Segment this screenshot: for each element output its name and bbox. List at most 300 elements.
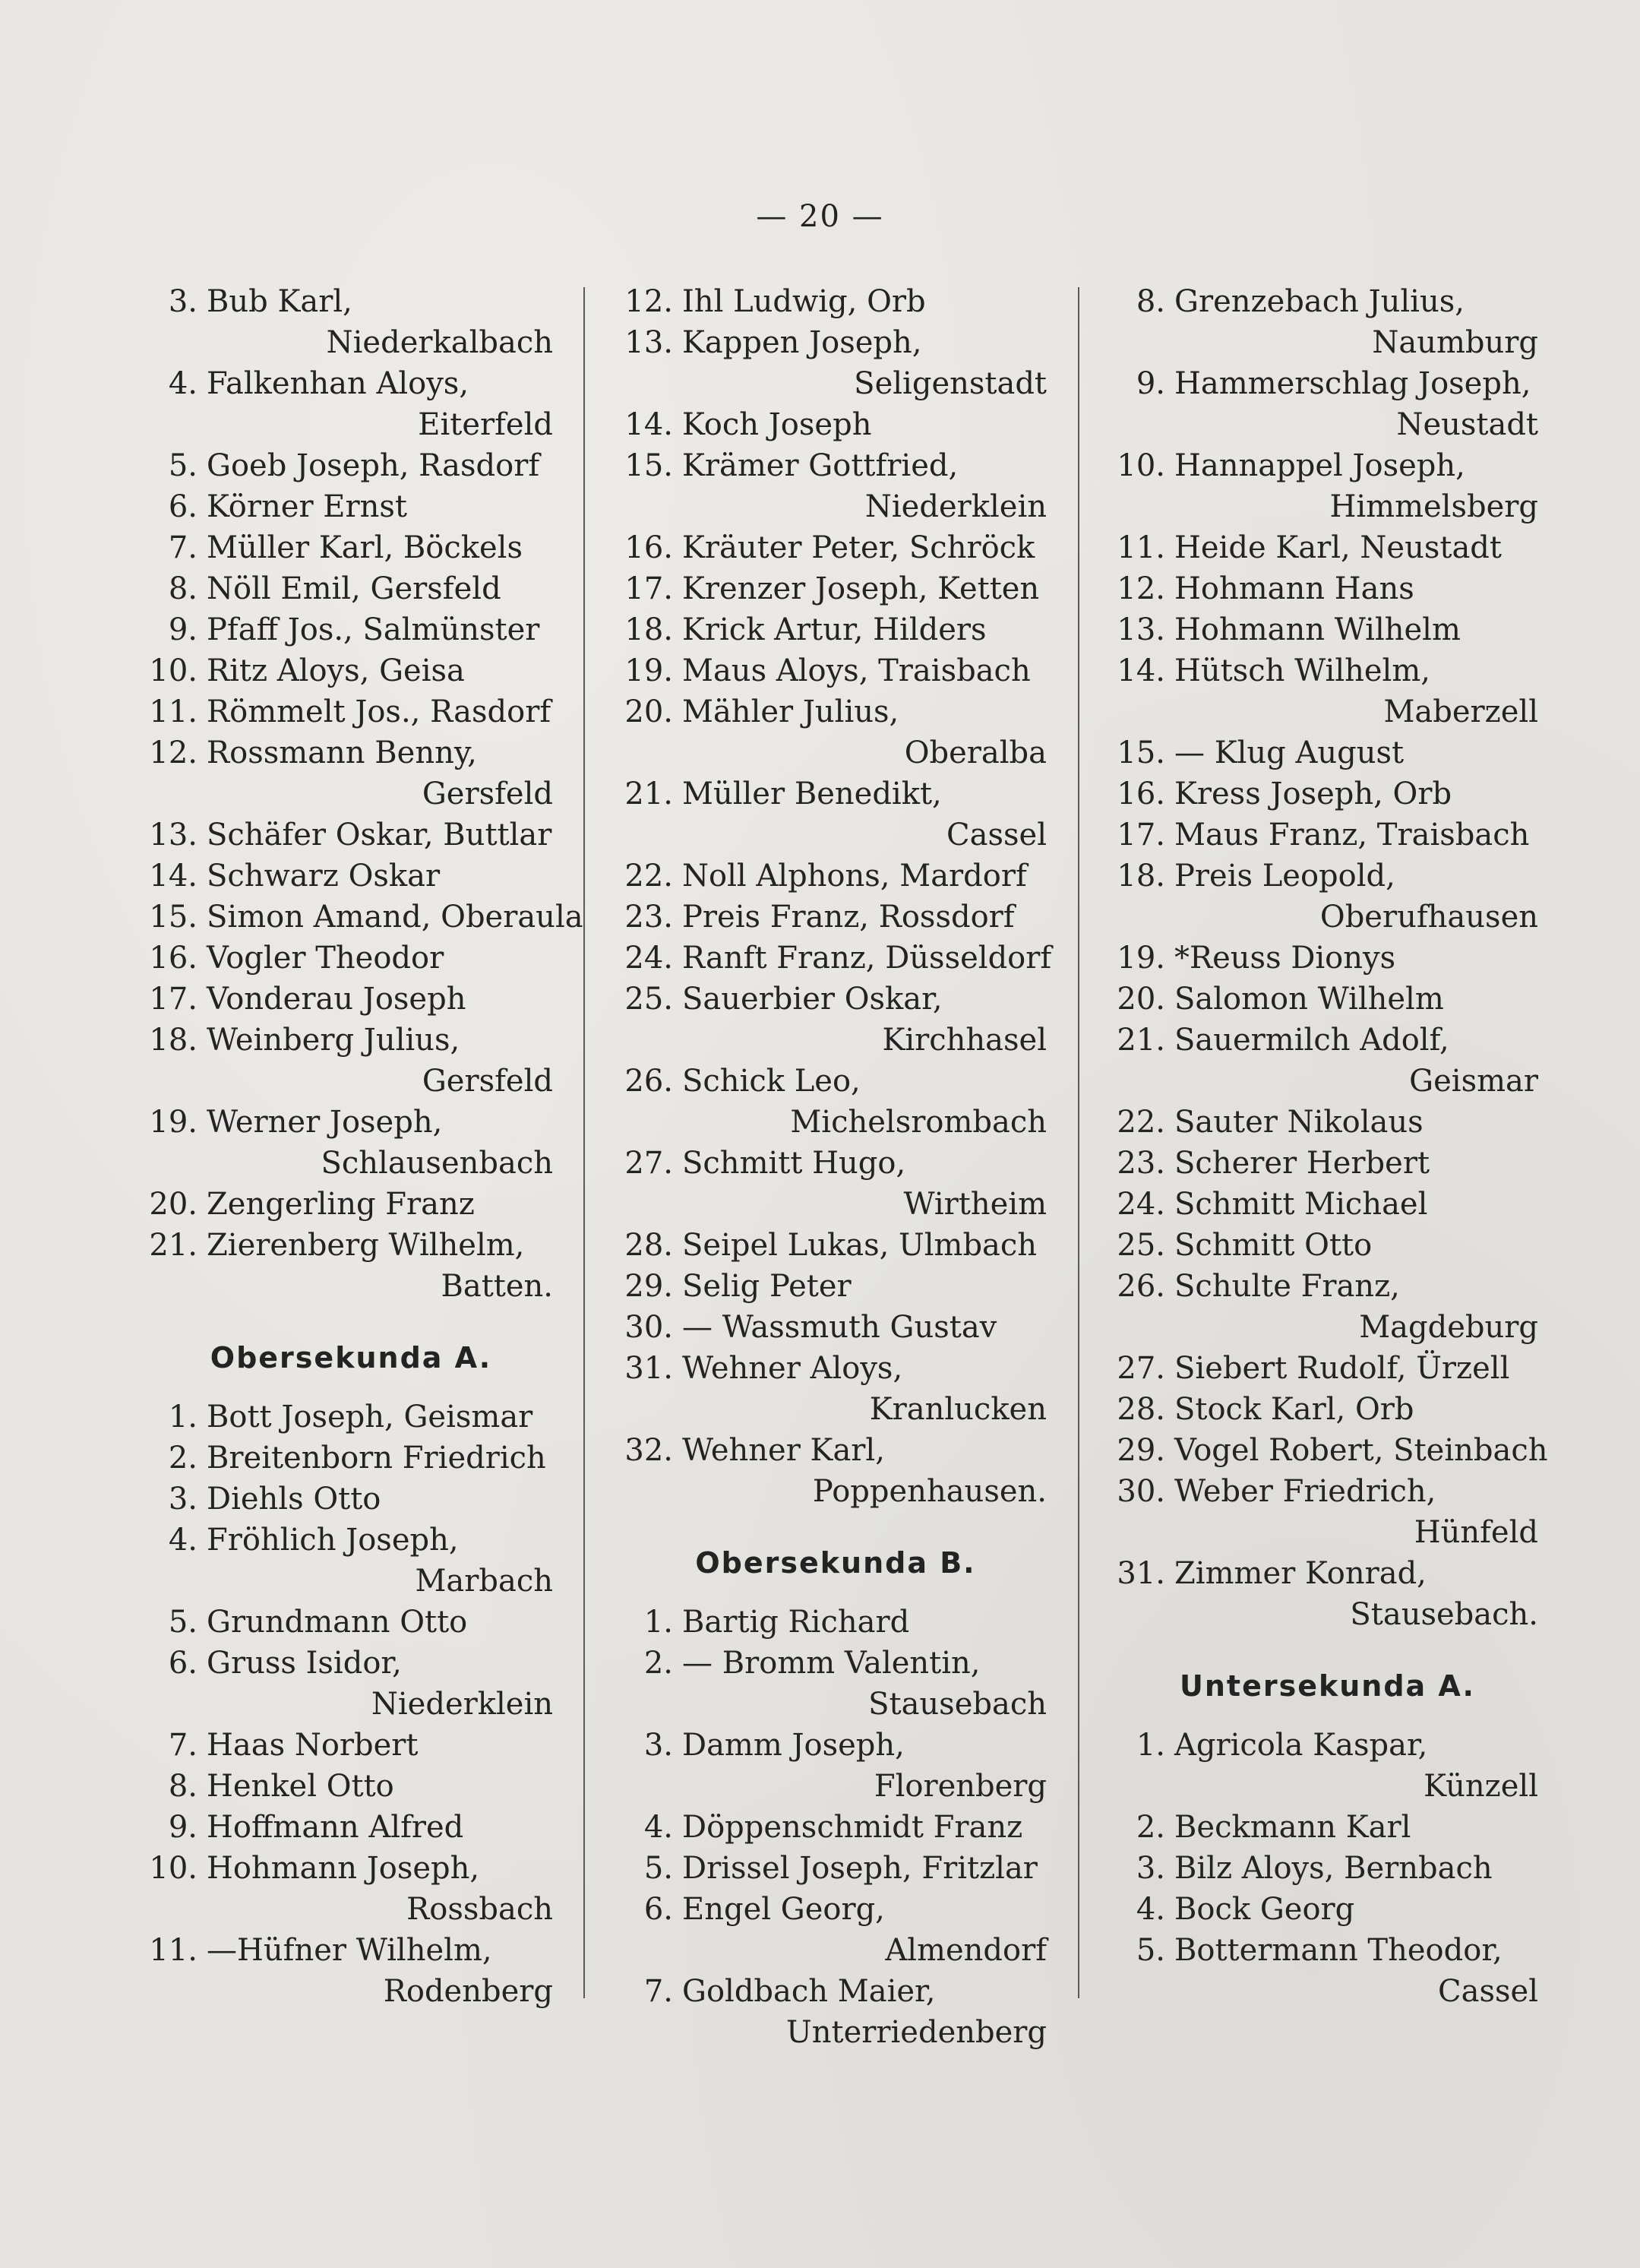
entry-number: 5. — [168, 448, 197, 483]
student-name: Hütsch Wilhelm, — [1174, 653, 1430, 688]
student-name: Haas Norbert — [207, 1728, 419, 1763]
list-item — [149, 486, 553, 527]
list-item — [149, 527, 553, 568]
student-place: Unterriedenberg — [786, 2015, 1047, 2050]
entry-number: 6. — [643, 1892, 673, 1927]
entry-number: 15. — [624, 448, 673, 483]
student-name: Gruss Isidor, — [207, 1646, 402, 1681]
entry-number: 23. — [624, 900, 673, 935]
student-name: Engel Georg, — [682, 1892, 885, 1927]
list-item — [624, 1266, 1047, 1307]
student-name: Schmitt Hugo, — [682, 1146, 906, 1181]
list-item — [149, 815, 553, 856]
entry-number: 4. — [1136, 1892, 1165, 1927]
column-divider-left — [583, 287, 585, 1998]
entry-number: 18. — [1117, 859, 1165, 894]
entry-number: 15. — [1117, 735, 1165, 770]
entry-number: 31. — [1117, 1556, 1165, 1591]
list-item — [624, 568, 1047, 609]
page-number: — 20 — — [756, 199, 884, 234]
list-item — [624, 1807, 1047, 1848]
entry-number: 19. — [624, 653, 673, 688]
student-name: Werner Joseph, — [207, 1105, 443, 1140]
entry-number: 8. — [1136, 284, 1165, 319]
list-item — [149, 650, 553, 691]
list-item — [624, 1143, 1047, 1225]
list-item — [1117, 1930, 1538, 2012]
list-item — [149, 1102, 553, 1184]
student-name: Hannappel Joseph, — [1174, 448, 1465, 483]
student-name: Vogel Robert, Steinbach — [1174, 1433, 1548, 1468]
entry-number: 19. — [1117, 941, 1165, 976]
column-left — [149, 281, 583, 2012]
list-item — [149, 1438, 553, 1479]
student-name: Goeb Joseph, Rasdorf — [207, 448, 540, 483]
student-name: Grenzebach Julius, — [1174, 284, 1465, 319]
entry-number: 17. — [624, 571, 673, 606]
student-name: Schick Leo, — [682, 1064, 861, 1099]
list-item — [1117, 363, 1538, 445]
student-name: Schäfer Oskar, Buttlar — [207, 818, 552, 852]
list-item — [149, 691, 553, 732]
list-item — [624, 1602, 1047, 1643]
list-item — [1117, 445, 1538, 527]
list-item — [1117, 1225, 1538, 1266]
list-item — [1117, 773, 1538, 815]
student-name: Preis Franz, Rossdorf — [682, 900, 1015, 935]
list-item — [1117, 1471, 1538, 1553]
student-name: Agricola Kaspar, — [1174, 1728, 1428, 1763]
list-item — [1117, 856, 1538, 938]
student-list — [1117, 1725, 1538, 2012]
entry-number: 3. — [168, 1482, 197, 1517]
student-name: Schmitt Otto — [1174, 1228, 1373, 1263]
entry-number: 6. — [168, 1646, 197, 1681]
student-name: Bottermann Theodor, — [1174, 1933, 1503, 1968]
entry-number: 7. — [643, 1974, 673, 2009]
column-divider-right — [1078, 287, 1079, 1998]
student-place: Florenberg — [874, 1769, 1047, 1804]
entry-number: 18. — [624, 612, 673, 647]
student-name: Ranft Franz, Düsseldorf — [682, 941, 1052, 976]
student-place: Oberalba — [904, 735, 1047, 770]
list-item — [1117, 815, 1538, 856]
entry-number: 4. — [643, 1810, 673, 1845]
student-name: Sauermilch Adolf, — [1174, 1023, 1449, 1058]
student-name: *Reuss Dionys — [1174, 941, 1396, 976]
student-place: Seligenstadt — [854, 366, 1047, 401]
entry-number: 3. — [168, 284, 197, 319]
entry-number: 1. — [168, 1400, 197, 1435]
student-name: —Hüfner Wilhelm, — [207, 1933, 492, 1968]
list-item — [149, 363, 553, 445]
entry-number: 11. — [1117, 530, 1165, 565]
list-item — [1117, 1143, 1538, 1184]
list-item — [624, 773, 1047, 856]
student-name: Ihl Ludwig, Orb — [682, 284, 926, 319]
entry-number: 5. — [643, 1851, 673, 1886]
entry-number: 23. — [1117, 1146, 1165, 1181]
list-item — [1117, 732, 1538, 773]
entry-number: 21. — [1117, 1023, 1165, 1058]
student-name: Goldbach Maier, — [682, 1974, 936, 2009]
list-item — [624, 979, 1047, 1061]
entry-number: 22. — [624, 859, 673, 894]
student-place: Michelsrombach — [790, 1105, 1047, 1140]
entry-number: 14. — [149, 859, 197, 894]
list-item — [624, 322, 1047, 404]
entry-number: 7. — [168, 1728, 197, 1763]
student-name: Siebert Rudolf, Ürzell — [1174, 1351, 1510, 1386]
student-name: — Bromm Valentin, — [682, 1646, 981, 1681]
student-name: Körner Ernst — [207, 489, 407, 524]
list-item — [624, 1348, 1047, 1430]
entry-number: 11. — [149, 694, 197, 729]
student-name: Krenzer Joseph, Ketten — [682, 571, 1040, 606]
list-item — [624, 1971, 1047, 2053]
entry-number: 18. — [149, 1023, 197, 1058]
entry-number: 1. — [643, 1605, 673, 1640]
student-place: Himmelsberg — [1329, 489, 1538, 524]
student-name: Heide Karl, Neustadt — [1174, 530, 1502, 565]
entry-number: 26. — [624, 1064, 673, 1099]
student-place: Magdeburg — [1359, 1310, 1538, 1345]
list-item — [149, 1397, 553, 1438]
student-name: Koch Joseph — [682, 407, 872, 442]
student-name: Schulte Franz, — [1174, 1269, 1400, 1304]
list-item — [149, 732, 553, 815]
student-list — [149, 281, 583, 1307]
student-place: Niederklein — [371, 1687, 553, 1722]
student-name: Drissel Joseph, Fritzlar — [682, 1851, 1038, 1886]
student-name: Salomon Wilhelm — [1174, 982, 1444, 1017]
student-name: Sauerbier Oskar, — [682, 982, 943, 1017]
entry-number: 8. — [168, 571, 197, 606]
student-name: Breitenborn Friedrich — [207, 1441, 546, 1476]
student-name: — Wassmuth Gustav — [682, 1310, 997, 1345]
student-list — [1117, 281, 1548, 1635]
student-name: Hoffmann Alfred — [207, 1810, 464, 1845]
student-name: Kress Joseph, Orb — [1174, 777, 1452, 811]
entry-number: 15. — [149, 900, 197, 935]
student-name: Bott Joseph, Geismar — [207, 1400, 533, 1435]
student-name: Ritz Aloys, Geisa — [207, 653, 465, 688]
entry-number: 20. — [149, 1187, 197, 1222]
student-place: Stausebach. — [1350, 1597, 1538, 1632]
entry-number: 21. — [624, 777, 673, 811]
entry-number: 1. — [1136, 1728, 1165, 1763]
list-item — [1117, 1389, 1538, 1430]
entry-number: 26. — [1117, 1269, 1165, 1304]
student-name: Müller Karl, Böckels — [207, 530, 523, 565]
student-name: Krämer Gottfried, — [682, 448, 959, 483]
student-place: Gersfeld — [422, 1064, 553, 1099]
list-item — [1117, 609, 1538, 650]
list-item — [149, 445, 553, 486]
student-name: Preis Leopold, — [1174, 859, 1395, 894]
entry-number: 10. — [1117, 448, 1165, 483]
entry-number: 30. — [624, 1310, 673, 1345]
list-item — [624, 856, 1047, 897]
list-item — [1117, 979, 1538, 1020]
student-place: Geismar — [1409, 1064, 1538, 1099]
list-item — [149, 1725, 553, 1766]
list-item — [149, 1020, 553, 1102]
student-name: Simon Amand, Oberaula — [207, 900, 583, 935]
student-place: Cassel — [1438, 1974, 1538, 2009]
student-name: Zengerling Franz — [207, 1187, 475, 1222]
student-name: Henkel Otto — [207, 1769, 394, 1804]
student-place: Schlausenbach — [321, 1146, 553, 1181]
student-place: Almendorf — [885, 1933, 1047, 1968]
student-place: Maberzell — [1383, 694, 1538, 729]
entry-number: 25. — [624, 982, 673, 1017]
list-item — [149, 1602, 553, 1643]
entry-number: 17. — [149, 982, 197, 1017]
entry-number: 17. — [1117, 818, 1165, 852]
student-list — [624, 1602, 1047, 2053]
list-item — [1117, 1807, 1538, 1848]
entry-number: 9. — [168, 612, 197, 647]
student-name: Vogler Theodor — [207, 941, 444, 976]
list-item — [149, 1184, 553, 1225]
entry-number: 5. — [1136, 1933, 1165, 1968]
entry-number: 13. — [624, 325, 673, 360]
entry-number: 24. — [624, 941, 673, 976]
entry-number: 7. — [168, 530, 197, 565]
student-name: Nöll Emil, Gersfeld — [207, 571, 501, 606]
student-name: Selig Peter — [682, 1269, 852, 1304]
student-name: Vonderau Joseph — [207, 982, 466, 1017]
student-place: Marbach — [415, 1564, 553, 1599]
entry-number: 4. — [168, 1523, 197, 1558]
entry-number: 12. — [624, 284, 673, 319]
list-item — [1117, 1184, 1538, 1225]
list-item — [624, 1848, 1047, 1889]
list-item — [624, 1889, 1047, 1971]
list-item — [1117, 1266, 1538, 1348]
student-name: Weber Friedrich, — [1174, 1474, 1436, 1509]
list-item — [624, 609, 1047, 650]
list-item — [149, 1930, 553, 2012]
entry-number: 22. — [1117, 1105, 1165, 1140]
student-name: Wehner Aloys, — [682, 1351, 903, 1386]
student-name: Noll Alphons, Mardorf — [682, 859, 1027, 894]
list-item — [624, 1307, 1047, 1348]
student-name: Döppenschmidt Franz — [682, 1810, 1023, 1845]
list-item — [149, 281, 553, 363]
entry-number: 12. — [149, 735, 197, 770]
entry-number: 29. — [1117, 1433, 1165, 1468]
list-item — [1117, 568, 1538, 609]
list-item — [149, 897, 583, 938]
entry-number: 16. — [1117, 777, 1165, 811]
student-name: Hohmann Hans — [1174, 571, 1414, 606]
entry-number: 2. — [643, 1646, 673, 1681]
student-name: Seipel Lukas, Ulmbach — [682, 1228, 1038, 1263]
student-place: Batten. — [441, 1269, 553, 1304]
list-item — [149, 1479, 553, 1520]
student-name: Wehner Karl, — [682, 1433, 885, 1468]
entry-number: 4. — [168, 366, 197, 401]
student-place: Kirchhasel — [882, 1023, 1047, 1058]
list-item — [1117, 281, 1538, 363]
student-name: Kräuter Peter, Schröck — [682, 530, 1035, 565]
student-list — [149, 1397, 553, 2012]
entry-number: 13. — [1117, 612, 1165, 647]
entry-number: 2. — [1136, 1810, 1165, 1845]
student-name: Maus Franz, Traisbach — [1174, 818, 1530, 852]
list-item — [1117, 1889, 1538, 1930]
list-item — [149, 1643, 553, 1725]
list-item — [1117, 938, 1538, 979]
student-place: Künzell — [1424, 1769, 1538, 1804]
entry-number: 5. — [168, 1605, 197, 1640]
entry-number: 29. — [624, 1269, 673, 1304]
entry-number: 28. — [1117, 1392, 1165, 1427]
entry-number: 3. — [1136, 1851, 1165, 1886]
student-name: Bock Georg — [1174, 1892, 1355, 1927]
entry-number: 16. — [149, 941, 197, 976]
list-item — [624, 281, 1047, 322]
entry-number: 21. — [149, 1228, 197, 1263]
student-place: Wirtheim — [903, 1187, 1047, 1222]
entry-number: 8. — [168, 1769, 197, 1804]
list-item — [149, 979, 553, 1020]
list-item — [1117, 527, 1538, 568]
entry-number: 9. — [168, 1810, 197, 1845]
entry-number: 6. — [168, 489, 197, 524]
entry-number: 10. — [149, 653, 197, 688]
entry-number: 20. — [1117, 982, 1165, 1017]
entry-number: 19. — [149, 1105, 197, 1140]
student-list — [624, 281, 1052, 1512]
student-name: Weinberg Julius, — [207, 1023, 460, 1058]
student-name: Zierenberg Wilhelm, — [207, 1228, 525, 1263]
student-name: Bub Karl, — [207, 284, 352, 319]
list-item — [1117, 650, 1538, 732]
student-name: Zimmer Konrad, — [1174, 1556, 1427, 1591]
student-place: Neustadt — [1396, 407, 1538, 442]
student-name: Schmitt Michael — [1174, 1187, 1428, 1222]
student-name: — Klug August — [1174, 735, 1405, 770]
column-middle — [624, 281, 1052, 2053]
list-item — [149, 1807, 553, 1848]
entry-number: 25. — [1117, 1228, 1165, 1263]
list-item — [624, 1430, 1047, 1512]
student-name: Bilz Aloys, Bernbach — [1174, 1851, 1493, 1886]
list-item — [624, 404, 1047, 445]
entry-number: 20. — [624, 694, 673, 729]
student-place: Cassel — [946, 818, 1047, 852]
list-item — [1117, 1725, 1538, 1807]
entry-number: 28. — [624, 1228, 673, 1263]
list-item — [1117, 1102, 1538, 1143]
column-right — [1117, 281, 1548, 2012]
entry-number: 30. — [1117, 1474, 1165, 1509]
student-name: Maus Aloys, Traisbach — [682, 653, 1031, 688]
entry-number: 13. — [149, 818, 197, 852]
entry-number: 9. — [1136, 366, 1165, 401]
entry-number: 24. — [1117, 1187, 1165, 1222]
student-name: Hohmann Joseph, — [207, 1851, 480, 1886]
student-name: Kappen Joseph, — [682, 325, 922, 360]
student-name: Fröhlich Joseph, — [207, 1523, 459, 1558]
list-item — [1117, 1020, 1538, 1102]
student-name: Schwarz Oskar — [207, 859, 441, 894]
student-name: Müller Benedikt, — [682, 777, 942, 811]
list-item — [624, 650, 1047, 691]
entry-number: 10. — [149, 1851, 197, 1886]
student-place: Hünfeld — [1414, 1515, 1538, 1550]
list-item — [1117, 1848, 1538, 1889]
list-item — [149, 1848, 553, 1930]
student-name: Bartig Richard — [682, 1605, 910, 1640]
student-name: Mähler Julius, — [682, 694, 899, 729]
list-item — [624, 527, 1047, 568]
entry-number: 16. — [624, 530, 673, 565]
entry-number: 12. — [1117, 571, 1165, 606]
list-item — [149, 609, 553, 650]
list-item — [624, 938, 1052, 979]
student-name: Hammerschlag Joseph, — [1174, 366, 1531, 401]
student-place: Oberufhausen — [1319, 900, 1538, 935]
list-item — [149, 568, 553, 609]
list-item — [1117, 1430, 1548, 1471]
student-name: Damm Joseph, — [682, 1728, 905, 1763]
list-item — [149, 856, 553, 897]
student-place: Rodenberg — [383, 1974, 553, 2009]
student-place: Poppenhausen. — [812, 1474, 1047, 1509]
list-item — [624, 445, 1047, 527]
student-name: Falkenhan Aloys, — [207, 366, 469, 401]
section-heading: Obersekunda B. — [695, 1546, 976, 1580]
student-place: Stausebach — [868, 1687, 1047, 1722]
student-place: Niederklein — [864, 489, 1047, 524]
student-name: Stock Karl, Orb — [1174, 1392, 1414, 1427]
section-heading: Untersekunda A. — [1180, 1669, 1475, 1703]
entry-number: 27. — [1117, 1351, 1165, 1386]
section-heading: Obersekunda A. — [210, 1341, 492, 1374]
list-item — [624, 1061, 1047, 1143]
list-item — [624, 1225, 1047, 1266]
student-name: Rossmann Benny, — [207, 735, 477, 770]
student-place: Kranlucken — [869, 1392, 1047, 1427]
entry-number: 14. — [624, 407, 673, 442]
student-name: Sauter Nikolaus — [1174, 1105, 1424, 1140]
list-item — [149, 1520, 553, 1602]
student-place: Niederkalbach — [326, 325, 553, 360]
entry-number: 32. — [624, 1433, 673, 1468]
list-item — [149, 938, 553, 979]
student-name: Grundmann Otto — [207, 1605, 468, 1640]
list-item — [624, 1643, 1047, 1725]
student-place: Eiterfeld — [418, 407, 553, 442]
entry-number: 31. — [624, 1351, 673, 1386]
student-place: Gersfeld — [422, 777, 553, 811]
list-item — [1117, 1553, 1538, 1635]
student-name: Beckmann Karl — [1174, 1810, 1411, 1845]
list-item — [624, 897, 1047, 938]
list-item — [1117, 1348, 1538, 1389]
student-name: Hohmann Wilhelm — [1174, 612, 1461, 647]
entry-number: 14. — [1117, 653, 1165, 688]
list-item — [624, 1725, 1047, 1807]
student-place: Rossbach — [406, 1892, 553, 1927]
entry-number: 3. — [643, 1728, 673, 1763]
entry-number: 27. — [624, 1146, 673, 1181]
list-item — [149, 1225, 553, 1307]
